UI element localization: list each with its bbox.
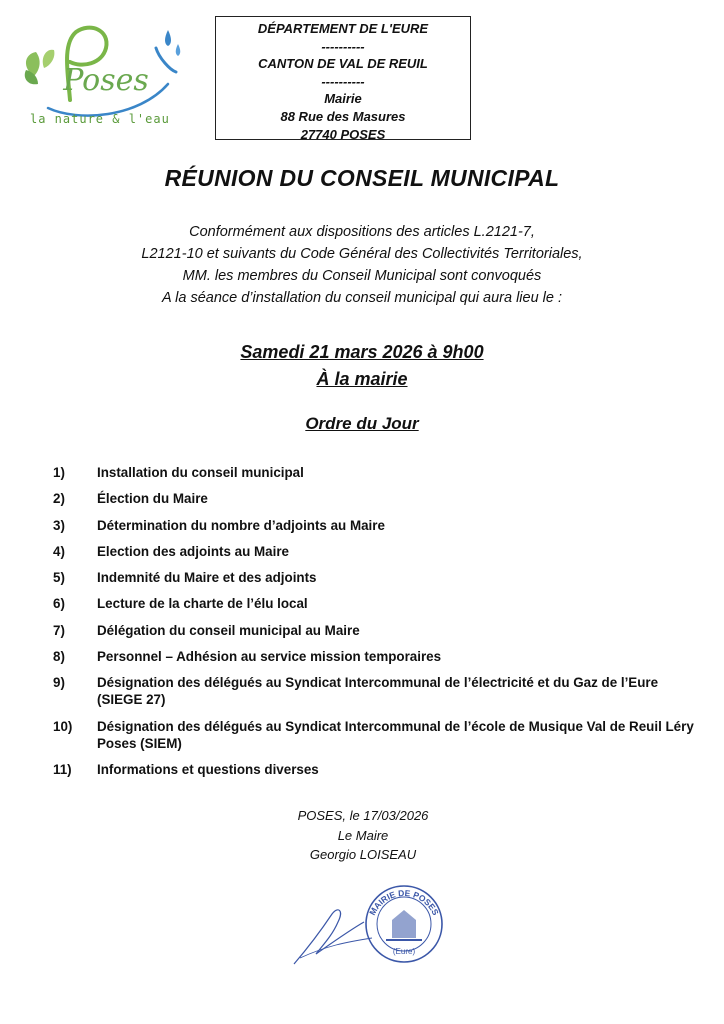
agenda-item-number: 8) xyxy=(53,649,65,665)
svg-text:(Eure): (Eure) xyxy=(392,947,416,956)
agenda-item-text: Détermination du nombre d’adjoints au Maire xyxy=(97,517,385,533)
signatory-role: Le Maire xyxy=(337,827,389,843)
agenda-item xyxy=(53,648,703,665)
agenda-item xyxy=(53,464,703,481)
agenda-item-number: 2) xyxy=(53,491,65,507)
agenda-item-number: 11) xyxy=(53,761,72,777)
agenda-item xyxy=(53,622,703,639)
agenda-item xyxy=(53,674,703,708)
header-city: 27740 POSES xyxy=(300,126,386,142)
agenda-item-number: 4) xyxy=(53,543,65,559)
agenda-item-text: Désignation des délégués au Syndicat Intercommunal de l’électricité et du Gaz de l’Eure (SIEGE 27) xyxy=(97,675,659,708)
agenda-item-number: 9) xyxy=(53,675,65,691)
agenda-item-text: Informations et questions diverses xyxy=(97,761,319,777)
header-separator: ---------- xyxy=(321,38,365,54)
header-street: 88 Rue des Masures xyxy=(280,108,406,124)
agenda-item-text: Désignation des délégués au Syndicat Intercommunal de l’école de Musique Val de Reuil Léry Poses (SIEM) xyxy=(97,718,694,751)
agenda-title: Ordre du Jour xyxy=(305,414,419,433)
agenda-item-text: Lecture de la charte de l’élu local xyxy=(97,596,308,612)
header-separator: ---------- xyxy=(321,73,365,89)
agenda-item-text: Personnel – Adhésion au service mission temporaires xyxy=(97,649,442,665)
meeting-place: À la mairie xyxy=(316,369,408,389)
agenda-item-number: 6) xyxy=(53,596,65,612)
agenda-item xyxy=(53,490,703,507)
agenda-list xyxy=(53,464,703,787)
agenda-item xyxy=(53,517,703,534)
agenda-item-number: 7) xyxy=(53,622,65,638)
header-address-box xyxy=(215,16,471,140)
agenda-item-number: 10) xyxy=(53,718,73,734)
logo-tagline: la nature & l'eau xyxy=(30,112,170,126)
intro-line: A la séance d’installation du conseil municipal qui aura lieu le : xyxy=(161,290,563,306)
svg-text:MAIRIE DE POSES: MAIRIE DE POSES xyxy=(367,887,441,917)
agenda-item-number: 5) xyxy=(53,570,65,586)
logo-wordmark: Poses xyxy=(63,63,149,98)
signature-and-stamp xyxy=(286,880,456,970)
header-canton: CANTON DE VAL DE REUIL xyxy=(258,56,428,72)
place-date: POSES, le 17/03/2026 xyxy=(297,808,429,823)
meeting-date: Samedi 21 mars 2026 à 9h00 xyxy=(240,342,484,362)
signature-block xyxy=(230,806,496,865)
agenda-item-text: Élection du Maire xyxy=(97,491,208,507)
agenda-item-text: Election des adjoints au Maire xyxy=(97,543,289,559)
agenda-item xyxy=(53,761,703,778)
header-department: DÉPARTEMENT DE L'EURE xyxy=(257,21,429,36)
agenda-item-text: Installation du conseil municipal xyxy=(97,465,304,480)
agenda-item-number: 3) xyxy=(53,517,65,533)
agenda-item xyxy=(53,543,703,560)
agenda-item-number: 1) xyxy=(53,465,65,480)
header-mairie: Mairie xyxy=(324,91,362,107)
intro-paragraph xyxy=(60,221,664,309)
page-title: RÉUNION DU CONSEIL MUNICIPAL xyxy=(164,165,560,191)
mairie-stamp xyxy=(366,886,442,962)
intro-line: Conformément aux dispositions des articles L.2121-7, xyxy=(189,224,535,240)
signatory-name: Georgio LOISEAU xyxy=(309,847,417,863)
agenda-item xyxy=(53,569,703,586)
intro-line: MM. les membres du Conseil Municipal sont convoqués xyxy=(182,268,542,284)
agenda-item-text: Indemnité du Maire et des adjoints xyxy=(97,570,317,586)
agenda-item xyxy=(53,718,703,752)
intro-line: L2121-10 et suivants du Code Général des Collectivités Territoriales, xyxy=(141,246,583,262)
agenda-item-text: Délégation du conseil municipal au Maire xyxy=(97,622,360,638)
agenda-item xyxy=(53,595,703,612)
